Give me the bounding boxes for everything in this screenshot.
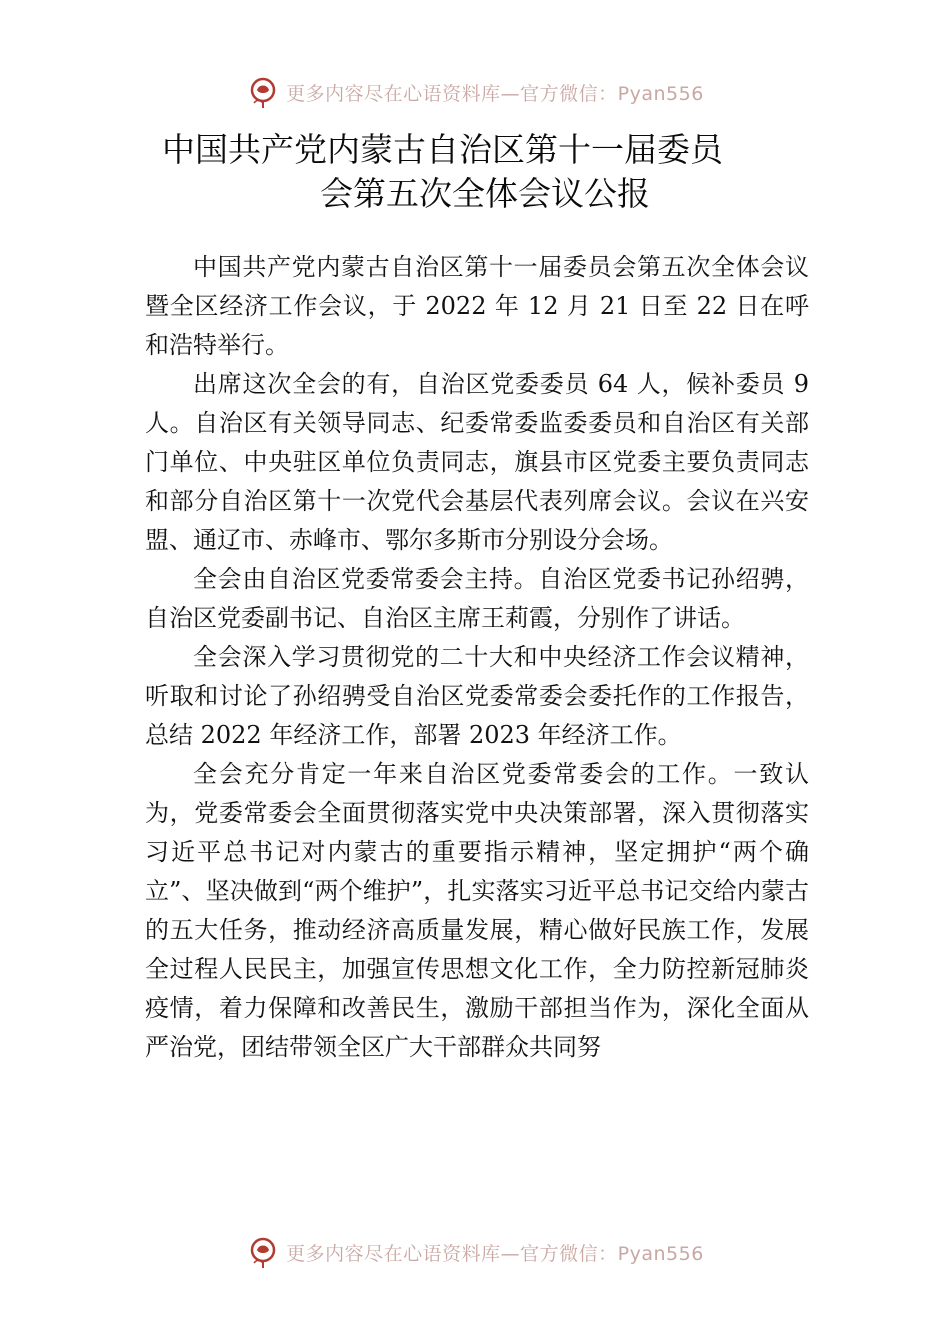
paragraph: 中国共产党内蒙古自治区第十一届委员会第五次全体会议暨全区经济工作会议，于 2022 年 12 月 21 日至 22 日在呼和浩特举行。: [145, 253, 809, 359]
paragraph: 全会充分肯定一年来自治区党委常委会的工作。一致认为，党委常委会全面贯彻落实党中央决策部署，深入贯彻落实习近平总书记对内蒙古的重要指示精神，坚定拥护“两个确立”、坚决做到“两个维护”，扎实落实习近平总书记交给内蒙古的五大任务，推动经济高质量发展，精心做好民族工作，发展全过程人民民主，加强宣传思想文化工作，全力防控新冠肺炎疫情，着力保障和改善民生，激励干部担当作为，深化全面从严治党，团结带领全区广大干部群众共同努: [145, 760, 809, 1061]
paragraph: 全会深入学习贯彻党的二十大和中央经济工作会议精神，听取和讨论了孙绍骋受自治区党委常委会委托作的工作报告，总结 2022 年经济工作，部署 2023 年经济工作。: [145, 643, 809, 749]
watermark-header: [0, 72, 950, 112]
watermark-text: 更多内容尽在心语资料库—官方微信：Pyan556: [286, 82, 704, 105]
paragraph: 全会由自治区党委常委会主持。自治区党委书记孙绍骋，自治区党委副书记、自治区主席王莉霞，分别作了讲话。: [145, 565, 809, 632]
watermark-text: 更多内容尽在心语资料库—官方微信：Pyan556: [286, 1242, 704, 1265]
rose-icon: [246, 1235, 280, 1269]
rose-icon: [246, 75, 280, 109]
document-body: [145, 248, 809, 1067]
title-line-1: 中国共产党内蒙古自治区第十一届委员: [162, 130, 723, 169]
watermark-footer: [0, 1232, 950, 1272]
paragraph: 出席这次全会的有，自治区党委委员 64 人，候补委员 9 人。自治区有关领导同志、纪委常委监委委员和自治区有关部门单位、中央驻区单位负责同志，旗县市区党委主要负责同志和部分自治区第十一次党代会基层代表列席会议。会议在兴安盟、通辽市、赤峰市、鄂尔多斯市分别设分会场。: [145, 370, 809, 554]
document-title: [60, 128, 860, 216]
title-line-2: 会第五次全体会议公报: [320, 174, 650, 213]
